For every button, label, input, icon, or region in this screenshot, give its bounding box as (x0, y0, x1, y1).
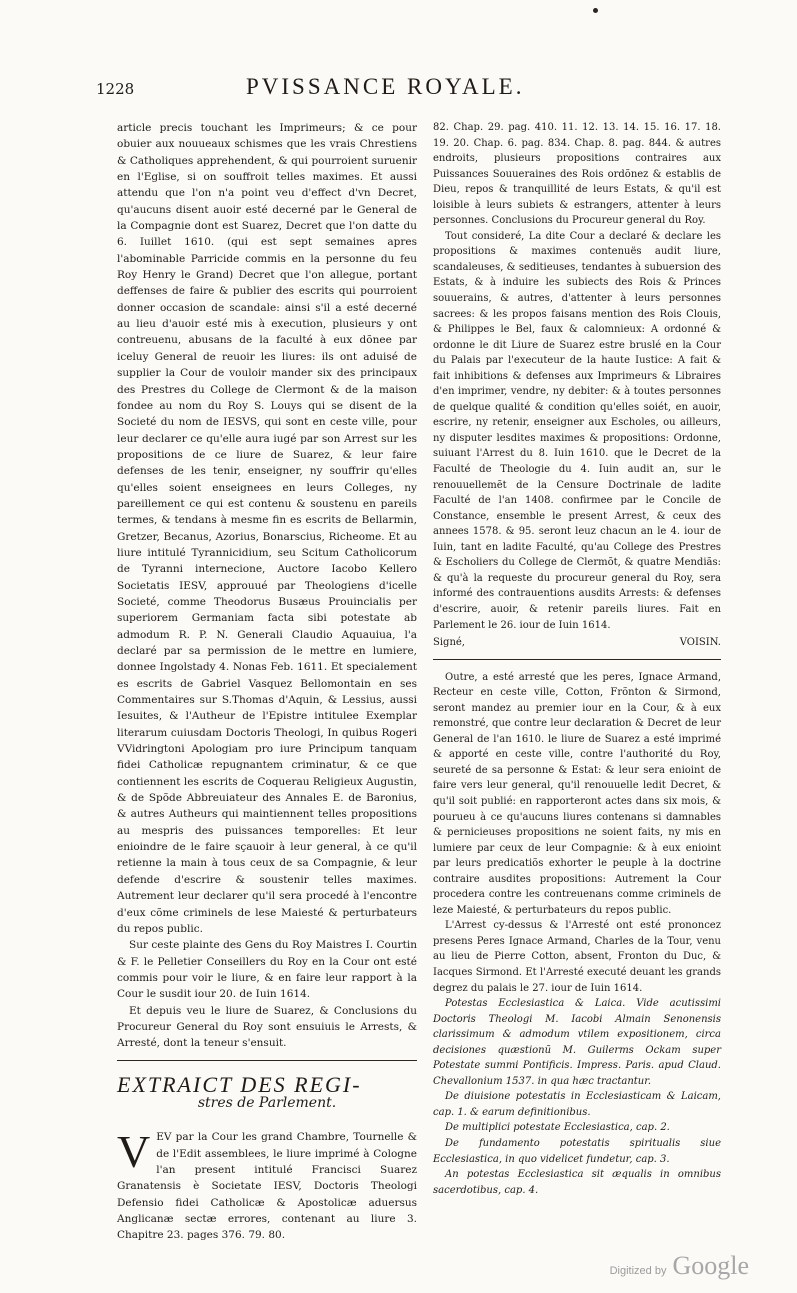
right-paragraph-2: Tout consideré, La dite Cour a declaré & declare les propositions & maximes contenuës audit liure, scandaleuses, & seditieuses, tendantes à subuersion des Estats, & à induire les subiects des Rois & Princes souuerains, & autres, d'attenter à leurs personnes sacrees: & les propos faisans mention des Rois Clouis, & Philippes le Bel, faux & calomnieux: A ordonné & ordonne le dit Liure de Suarez estre bruslé en la Cour du Palais par l'executeur de la haute Iustice: A fait & fait inhibitions & defenses aux Imprimeurs & Libraires d'en imprimer, vendre, ny debiter: & à toutes personnes de quelque qualité & condition qu'elles soiét, en auoir, escrire, ny retenir, enseigner aux Escholes, ou ailleurs, ny disputer lesdites maximes & propositions: Ordonne, suiuant l'Arrest du 8. Iuin 1610. que le Decret de la Faculté de Theologie du 4. Iuin audit an, sur le renouuellemẽt de la Censure Doctrinale de ladite Faculté de l'an 1408. confirmee par le Concile de Constance, ensemble le present Arrest, & ceux des annees 1578. & 95. seront leuz chacun an le 4. iour de Iuin, tant en ladite Faculté, qu'au College des Prestres & Escholiers du College de Clermõt, & quatre Mendiãs: & qu'à la requeste du procureur general du Roy, sera informé des contrauentions ausdits Arrests: & defenses d'escrire, auoir, & retenir pareils liures. Fait en Parlement le 26. iour de Iuin 1614. (433, 230, 721, 631)
page-header (96, 74, 736, 104)
right-paragraph-4: L'Arrest cy-dessus & l'Arresté ont esté prononcez presens Peres Ignace Armand, Charles de la Tour, venu au lieu de Pierre Cotton, absent, Fronton du Duc, & Iacques Sirmond. Et l'Arresté executé deuant les grands degrez du palais le 27. iour de Iuin 1614. (433, 920, 721, 994)
right-column (433, 120, 721, 1198)
section-heading-line-1: EXTRAICT DES REGI- (117, 1071, 362, 1097)
watermark-prefix: Digitized by (609, 1265, 667, 1277)
page-number: 1228 (96, 80, 135, 98)
right-rule (433, 659, 721, 660)
signature-line (433, 635, 721, 651)
list-item-3: De fundamento potestatis spiritualis siue Ecclesiastica, in quo videlicet fundetur, cap. 3. (433, 1138, 721, 1165)
running-title: PVISSANCE ROYALE. (246, 74, 525, 99)
right-paragraph-3: Outre, a esté arresté que les peres, Ignace Armand, Recteur en ceste ville, Cotton, Frõnton & Sirmond, seront mandez au premier iour en la Cour, & à eux remonstré, que contre leur declaration & Decret de leur General de l'an 1610. le liure de Suarez a esté imprimé & apporté en ceste ville, contre l'authorité du Roy, seureté de sa personne & Estat: & leur sera enioint de faire vers leur general, qu'il renouuelle ledit Decret, & qu'il soit publié: en rapporteront actes dans six mois, & pourueu à ce qu'aucuns liures contenans si damnables & pernicieuses propositions ne soient faits, ny mis en lumiere par ceux de leur Compagnie: & à eux enioint par leurs predicatiõs exhorter le peuple à la doctrine contraire ausdites propositions: Autrement la Cour procedera contre les contreuenans comme criminels de leze Maiesté, & perturbateurs du repos public. (433, 671, 721, 916)
signature-name: VOISIN. (679, 637, 721, 649)
ink-spot (593, 8, 598, 13)
right-paragraph-1: 82. Chap. 29. pag. 410. 11. 12. 13. 14. 15. 16. 17. 18. 19. 20. Chap. 6. pag. 834. Chap. 8. pag. 844. & autres endroits, plusieurs propositions contraires aux Puissances Souueraines des Rois ordõnez & establis de Dieu, repos & tranquillité de leurs Estats, & qu'il est loisible à leurs subiets & estrangers, attenter à leurs personnes. Conclusions du Procureur general du Roy. (433, 122, 721, 227)
signature-label: Signé, (433, 637, 465, 649)
drop-cap: V (117, 1126, 151, 1178)
section-heading-line-2: stres de Parlement. (197, 1094, 337, 1111)
digitized-watermark (610, 1251, 749, 1281)
google-logo: Google (672, 1251, 749, 1280)
left-paragraph-2: Sur ceste plainte des Gens du Roy Maistres I. Courtin & F. le Pelletier Conseillers du Roy en la Cour ont esté commis pour voir le liure, & en faire leur rapport à la Cour le susdit iour 20. de Iuin 1614. (117, 939, 417, 1001)
left-paragraph-3: Et depuis veu le liure de Suarez, & Conclusions du Procureur General du Roy sont ensuiuis le Arrests, & Arresté, dont la teneur s'ensuit. (117, 1004, 417, 1050)
section-heading (117, 1071, 417, 1112)
list-item-1: De diuisione potestatis in Ecclesiasticam & Laicam, cap. 1. & earum definitionibus. (433, 1091, 721, 1118)
left-column (117, 120, 417, 1244)
right-paragraph-5: Potestas Ecclesiastica & Laica. Vide acutissimi Doctoris Theologi M. Iacobi Almain Senonensis clarissimum & admodum vtilem expositionem, circa decisiones quæstionũ M. Guilerms Ockam super Potestate summi Pontificis. Impress. Paris. apud Claud. Chevallonium 1537. in qua hæc tractantur. (433, 998, 721, 1087)
left-paragraph-4 (117, 1126, 417, 1243)
left-paragraph-1: article precis touchant les Imprimeurs; & ce pour obuier aux nouueaux schismes que les vrais Chrestiens & Catholiques apprehendent, & qui pourroient suruenir en l'Eglise, si on souffroit telles maximes. Et aussi attendu que l'on n'a point veu d'effect d'vn Decret, qu'aucuns disent auoir esté decerné par le General de la Compagnie dont est Suarez, Decret que l'on datte du 6. Iuillet 1610. (qui est sept semaines apres l'abominable Parricide commis en la personne du feu Roy Henry le Grand) Decret que l'on allegue, portant deffenses de faire & publier des escrits qui pourroient donner occasion de scandale: ainsi s'il a esté decerné au lieu d'auoir esté mis à execution, plusieurs y ont contreuenu, abusans de la faculté à eux dõnee par iceluy General de reuoir les liures: ils ont aduisé de supplier la Cour de vouloir mander six des principaux des Prestres du College de Clermont & de la maison fondee au nom du Roy S. Louys qui se disent de la Societé du nom de IESVS, qui sont en ceste ville, pour leur declarer ce qu'elle aura iugé par son Arrest sur les propositions de ce liure de Suarez, & leur faire defenses de les tenir, enseigner, ny souffrir qu'elles qu'elles soient enseignees en leurs Colleges, ny pareillement ce qui est contenu & soustenu en pareils termes, & tendans à mesme fin es escrits de Bellarmin, Gretzer, Becanus, Azorius, Bonarscius, Richeome. Et au liure intitulé Tyrannicidium, seu Scitum Catholicorum de Tyranni internecione, Auctore Iacobo Kellero Societatis IESV, approuué par Theologiens d'icelle Societé, comme Theodorus Busæus Prouincialis per superiorem Germaniam facta sibi potestate ab admodum R. P. N. Generali Claudio Aquauiua, l'a declaré par sa permission de le mettre en lumiere, donnee Ingolstady 4. Nonas Feb. 1611. Et specialement es escrits de Gabriel Vasquez Bellomontain en ses Commentaires sur S.Thomas d'Aquin, & Lessius, aussi Iesuites, & l'Autheur de l'Epistre intitulee Exemplar literarum cuiusdam Doctoris Theologi, In quibus Rogeri VVidringtoni Apologiam pro iure Principum tanquam fidei Catholicæ repugnantem criminatur, & ce que contiennent les escrits de Coquerau Religieux Augustin, & de Spõde Abbreuiateur des Annales E. de Baronius, & autres Autheurs qui maintiennent telles propositions au mespris des puissances temporelles: Et leur enioindre de le faire sçauoir à leur general, à ce qu'il retienne la main à tous ceux de sa Compagnie, & leur defende d'escrire & soustenir telles maximes. Autrement leur declarer qu'il sera procedé à l'encontre d'eux cõme criminels de lese Maiesté & perturbateurs du repos public. (117, 122, 417, 935)
left-paragraph-4-text: EV par la Cour les grand Chambre, Tournelle & de l'Edit assemblees, le liure imprimé à Cologne l'an present intitulé Francisci Suarez Granatensis è Societate IESV, Doctoris Theologi Defensio fidei Catholicæ & Apostolicæ aduersus Anglicanæ sectæ errores, contenant au liure 3. Chapitre 23. pages 376. 79. 80. (117, 1131, 417, 1242)
list-item-4: An potestas Ecclesiastica sit æqualis in omnibus sacerdotibus, cap. 4. (433, 1169, 721, 1196)
list-item-2: De multiplici potestate Ecclesiastica, cap. 2. (445, 1122, 670, 1134)
section-rule (117, 1060, 417, 1061)
